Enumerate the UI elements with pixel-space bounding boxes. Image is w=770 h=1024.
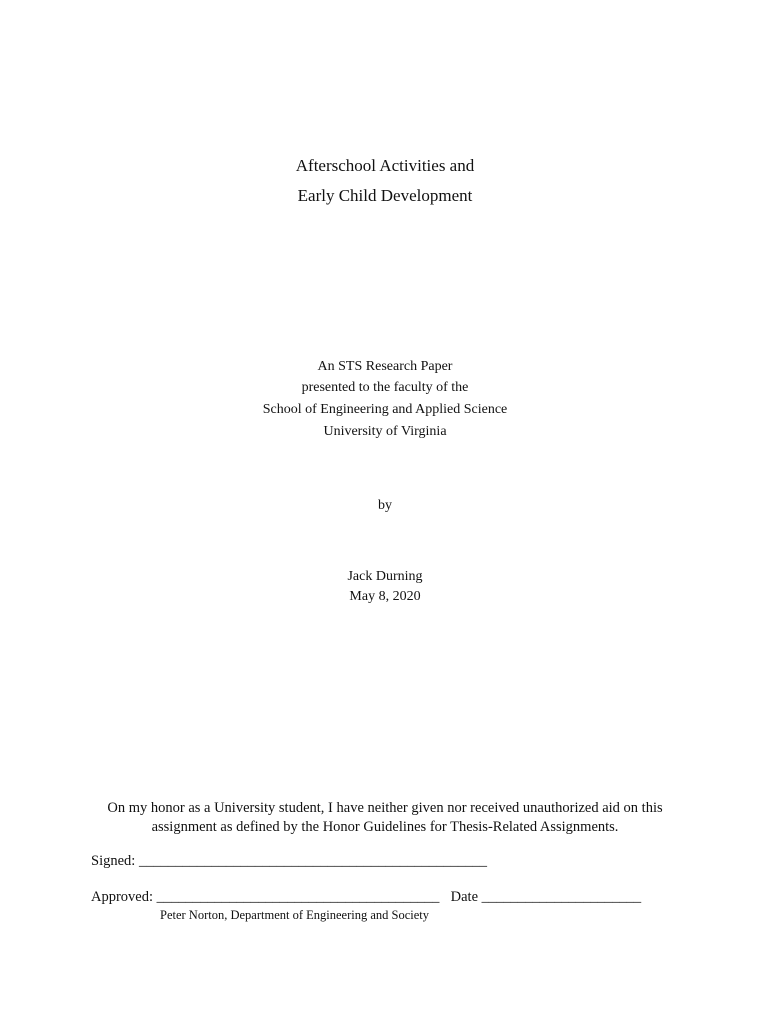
approved-blank: _______________________________________ <box>156 889 440 905</box>
honor-statement-line-2: assignment as defined by the Honor Guidelines for Thesis-Related Assignments. <box>151 819 619 835</box>
subtitle-line-2: presented to the faculty of the <box>301 380 469 395</box>
author-date: May 8, 2020 <box>349 589 421 604</box>
title-line-2: Early Child Development <box>297 186 473 205</box>
subtitle-line-1: An STS Research Paper <box>317 359 453 374</box>
approved-row <box>91 889 641 906</box>
signed-label: Signed: <box>91 853 136 869</box>
date-label: Date <box>450 889 479 905</box>
subtitle-line-4: University of Virginia <box>323 424 447 439</box>
by-line: by <box>378 498 392 513</box>
date-blank: ______________________ <box>481 889 642 905</box>
title-line-1: Afterschool Activities and <box>295 156 475 175</box>
honor-statement-line-1: On my honor as a University student, I have neither given nor received unauthorized aid on this <box>107 800 663 816</box>
signed-blank: ________________________________________________ <box>138 853 487 869</box>
author-name: Jack Durning <box>347 569 423 584</box>
approver-name: Peter Norton, Department of Engineering and Society <box>160 908 430 922</box>
signed-row <box>91 853 487 870</box>
approved-label: Approved: <box>91 889 154 905</box>
subtitle-line-3: School of Engineering and Applied Science <box>262 402 508 417</box>
